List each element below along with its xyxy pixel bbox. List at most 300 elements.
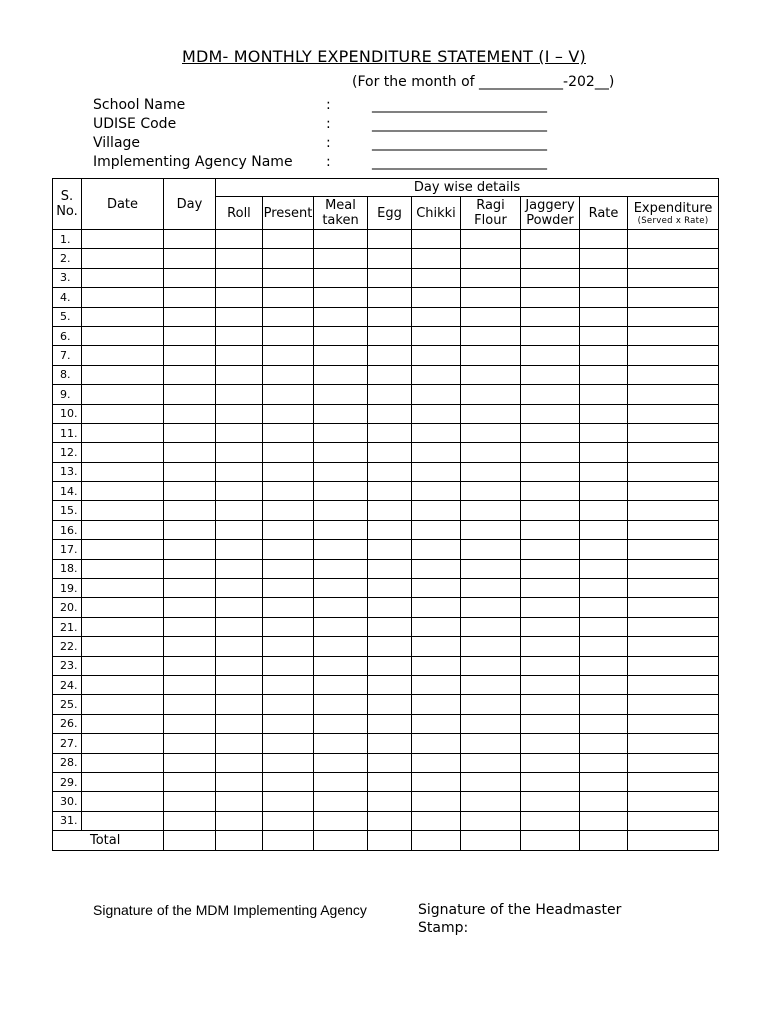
blank-cell [368, 656, 412, 675]
blank-cell [263, 772, 314, 791]
blank-cell [412, 443, 461, 462]
blank-cell [314, 559, 368, 578]
blank-cell [164, 617, 216, 636]
blank-cell [368, 695, 412, 714]
header-present: Present [263, 197, 314, 230]
row-serial-number: 5. [53, 307, 82, 326]
blank-cell [82, 792, 164, 811]
blank-cell [628, 404, 719, 423]
blank-cell [521, 326, 580, 345]
row-serial-number: 7. [53, 346, 82, 365]
blank-cell [580, 462, 628, 481]
blank-cell [263, 695, 314, 714]
blank-cell [461, 346, 521, 365]
row-serial-number: 23. [53, 656, 82, 675]
blank-cell [580, 637, 628, 656]
blank-cell [461, 482, 521, 501]
blank-cell [580, 559, 628, 578]
blank-cell [82, 714, 164, 733]
blank-cell [164, 520, 216, 539]
blank-cell [461, 734, 521, 753]
blank-cell [412, 734, 461, 753]
blank-cell [628, 230, 719, 249]
blank-cell [164, 540, 216, 559]
blank-cell [521, 268, 580, 287]
header-meal-taken [314, 197, 368, 230]
table-row [53, 540, 719, 559]
blank-cell [263, 443, 314, 462]
blank-cell [521, 307, 580, 326]
blank-cell [263, 230, 314, 249]
table-row [53, 559, 719, 578]
header-day: Day [164, 179, 216, 230]
blank-cell [314, 501, 368, 520]
table-row [53, 656, 719, 675]
blank-cell [314, 617, 368, 636]
table-row [53, 617, 719, 636]
blank-cell [628, 501, 719, 520]
table-row [53, 249, 719, 268]
blank-cell [263, 501, 314, 520]
blank-cell [461, 385, 521, 404]
table-row [53, 482, 719, 501]
info-colon: : [326, 153, 331, 170]
row-serial-number: 9. [53, 385, 82, 404]
info-row-udise-code [93, 114, 547, 133]
blank-cell [461, 637, 521, 656]
blank-cell [314, 675, 368, 694]
blank-cell [164, 656, 216, 675]
header-chikki: Chikki [412, 197, 461, 230]
blank-cell [628, 714, 719, 733]
blank-cell [521, 288, 580, 307]
blank-cell [216, 520, 263, 539]
month-line: (For the month of ____________-202__) [352, 74, 615, 90]
blank-cell [263, 792, 314, 811]
blank-cell [412, 695, 461, 714]
blank-cell [580, 501, 628, 520]
blank-cell [580, 249, 628, 268]
blank-cell [263, 346, 314, 365]
blank-cell [164, 249, 216, 268]
total-cell [263, 831, 314, 850]
blank-cell [314, 579, 368, 598]
row-serial-number: 25. [53, 695, 82, 714]
blank-cell [164, 734, 216, 753]
blank-cell [461, 540, 521, 559]
blank-cell [82, 559, 164, 578]
row-serial-number: 12. [53, 443, 82, 462]
blank-cell [164, 753, 216, 772]
blank-cell [263, 423, 314, 442]
blank-cell [82, 230, 164, 249]
info-blank-line: _________________________ [372, 134, 547, 151]
blank-cell [628, 443, 719, 462]
blank-cell [412, 792, 461, 811]
blank-cell [82, 249, 164, 268]
blank-cell [521, 637, 580, 656]
blank-cell [314, 346, 368, 365]
info-label: School Name [93, 96, 186, 113]
blank-cell [628, 462, 719, 481]
blank-cell [164, 501, 216, 520]
blank-cell [368, 462, 412, 481]
blank-cell [368, 404, 412, 423]
blank-cell [216, 656, 263, 675]
table-row [53, 675, 719, 694]
blank-cell [412, 268, 461, 287]
blank-cell [580, 346, 628, 365]
header-day-wise-details: Day wise details [216, 179, 719, 197]
blank-cell [314, 443, 368, 462]
blank-cell [580, 443, 628, 462]
blank-cell [164, 307, 216, 326]
blank-cell [521, 772, 580, 791]
blank-cell [263, 268, 314, 287]
table-row [53, 579, 719, 598]
blank-cell [628, 520, 719, 539]
blank-cell [263, 656, 314, 675]
blank-cell [368, 385, 412, 404]
blank-cell [82, 540, 164, 559]
blank-cell [314, 462, 368, 481]
blank-cell [314, 714, 368, 733]
table-row [53, 811, 719, 830]
blank-cell [314, 326, 368, 345]
blank-cell [164, 579, 216, 598]
blank-cell [263, 617, 314, 636]
blank-cell [216, 346, 263, 365]
blank-cell [368, 598, 412, 617]
blank-cell [263, 404, 314, 423]
table-row [53, 326, 719, 345]
blank-cell [164, 385, 216, 404]
blank-cell [314, 268, 368, 287]
blank-cell [368, 288, 412, 307]
blank-cell [314, 792, 368, 811]
blank-cell [412, 346, 461, 365]
blank-cell [314, 423, 368, 442]
blank-cell [580, 288, 628, 307]
blank-cell [580, 734, 628, 753]
row-serial-number: 2. [53, 249, 82, 268]
blank-cell [164, 326, 216, 345]
blank-cell [314, 637, 368, 656]
blank-cell [368, 772, 412, 791]
blank-cell [412, 811, 461, 830]
blank-cell [628, 753, 719, 772]
blank-cell [628, 268, 719, 287]
blank-cell [521, 423, 580, 442]
info-label: UDISE Code [93, 115, 177, 132]
info-row-implementing-agency [93, 152, 547, 171]
blank-cell [216, 617, 263, 636]
blank-cell [164, 695, 216, 714]
blank-cell [164, 792, 216, 811]
blank-cell [580, 792, 628, 811]
blank-cell [412, 579, 461, 598]
blank-cell [412, 617, 461, 636]
total-row [53, 831, 719, 850]
blank-cell [368, 714, 412, 733]
blank-cell [164, 268, 216, 287]
blank-cell [164, 675, 216, 694]
blank-cell [368, 637, 412, 656]
blank-cell [412, 482, 461, 501]
header-jaggery-line1: Jaggery [525, 198, 575, 213]
row-serial-number: 30. [53, 792, 82, 811]
blank-cell [368, 675, 412, 694]
blank-cell [314, 656, 368, 675]
blank-cell [412, 501, 461, 520]
row-serial-number: 3. [53, 268, 82, 287]
blank-cell [82, 811, 164, 830]
table-row [53, 346, 719, 365]
blank-cell [263, 326, 314, 345]
blank-cell [580, 385, 628, 404]
blank-cell [216, 675, 263, 694]
row-serial-number: 6. [53, 326, 82, 345]
total-cell [368, 831, 412, 850]
blank-cell [263, 714, 314, 733]
total-cell [521, 831, 580, 850]
blank-cell [314, 520, 368, 539]
header-egg: Egg [368, 197, 412, 230]
blank-cell [521, 579, 580, 598]
blank-cell [314, 598, 368, 617]
blank-cell [521, 443, 580, 462]
table-row [53, 734, 719, 753]
blank-cell [521, 404, 580, 423]
blank-cell [82, 772, 164, 791]
info-row-school-name [93, 95, 547, 114]
blank-cell [580, 520, 628, 539]
blank-cell [628, 559, 719, 578]
blank-cell [461, 288, 521, 307]
table-row [53, 772, 719, 791]
blank-cell [314, 540, 368, 559]
blank-cell [580, 753, 628, 772]
blank-cell [461, 423, 521, 442]
blank-cell [521, 365, 580, 384]
blank-cell [82, 695, 164, 714]
blank-cell [368, 579, 412, 598]
blank-cell [368, 559, 412, 578]
blank-cell [368, 326, 412, 345]
blank-cell [461, 714, 521, 733]
blank-cell [368, 540, 412, 559]
blank-cell [164, 462, 216, 481]
info-colon: : [326, 96, 331, 113]
blank-cell [412, 326, 461, 345]
blank-cell [314, 482, 368, 501]
blank-cell [521, 734, 580, 753]
blank-cell [263, 637, 314, 656]
blank-cell [461, 772, 521, 791]
row-serial-number: 16. [53, 520, 82, 539]
info-label: Implementing Agency Name [93, 153, 293, 170]
signature-headmaster: Signature of the Headmaster [418, 902, 622, 918]
blank-cell [368, 307, 412, 326]
total-cell [461, 831, 521, 850]
blank-cell [164, 598, 216, 617]
blank-cell [164, 637, 216, 656]
blank-cell [412, 307, 461, 326]
blank-cell [82, 675, 164, 694]
blank-cell [314, 734, 368, 753]
blank-cell [628, 637, 719, 656]
blank-cell [82, 520, 164, 539]
header-sno-line1: S. [60, 189, 74, 204]
blank-cell [521, 792, 580, 811]
table-row [53, 268, 719, 287]
header-jaggery-line2: Powder [526, 213, 574, 228]
blank-cell [263, 559, 314, 578]
header-meal-line2: taken [322, 213, 359, 228]
blank-cell [628, 811, 719, 830]
blank-cell [314, 753, 368, 772]
row-serial-number: 22. [53, 637, 82, 656]
blank-cell [412, 288, 461, 307]
blank-cell [216, 637, 263, 656]
blank-cell [412, 385, 461, 404]
blank-cell [461, 617, 521, 636]
blank-cell [412, 249, 461, 268]
blank-cell [368, 753, 412, 772]
blank-cell [82, 443, 164, 462]
header-date: Date [82, 179, 164, 230]
table-row [53, 753, 719, 772]
blank-cell [461, 579, 521, 598]
table-row [53, 462, 719, 481]
blank-cell [412, 637, 461, 656]
blank-cell [628, 307, 719, 326]
header-sno [53, 179, 82, 230]
row-serial-number: 18. [53, 559, 82, 578]
blank-cell [368, 443, 412, 462]
blank-cell [368, 792, 412, 811]
blank-cell [628, 482, 719, 501]
header-meal-line1: Meal [325, 198, 356, 213]
info-blank-line: _________________________ [372, 153, 547, 170]
blank-cell [628, 423, 719, 442]
total-cell [314, 831, 368, 850]
blank-cell [164, 811, 216, 830]
blank-cell [628, 598, 719, 617]
table-row [53, 365, 719, 384]
table-row [53, 404, 719, 423]
blank-cell [216, 365, 263, 384]
table-row [53, 230, 719, 249]
blank-cell [368, 423, 412, 442]
blank-cell [314, 365, 368, 384]
blank-cell [314, 307, 368, 326]
blank-cell [461, 811, 521, 830]
info-label: Village [93, 134, 141, 151]
row-serial-number: 20. [53, 598, 82, 617]
header-roll: Roll [216, 197, 263, 230]
blank-cell [461, 656, 521, 675]
blank-cell [461, 365, 521, 384]
blank-cell [412, 540, 461, 559]
blank-cell [216, 404, 263, 423]
blank-cell [216, 462, 263, 481]
blank-cell [368, 365, 412, 384]
blank-cell [461, 598, 521, 617]
blank-cell [263, 753, 314, 772]
blank-cell [412, 714, 461, 733]
blank-cell [580, 540, 628, 559]
row-serial-number: 1. [53, 230, 82, 249]
blank-cell [521, 346, 580, 365]
blank-cell [628, 326, 719, 345]
blank-cell [82, 501, 164, 520]
blank-cell [521, 753, 580, 772]
blank-cell [412, 404, 461, 423]
blank-cell [216, 249, 263, 268]
blank-cell [368, 520, 412, 539]
blank-cell [263, 288, 314, 307]
blank-cell [461, 501, 521, 520]
info-colon: : [326, 115, 331, 132]
total-cell [164, 831, 216, 850]
row-serial-number: 15. [53, 501, 82, 520]
blank-cell [521, 385, 580, 404]
blank-cell [461, 326, 521, 345]
blank-cell [216, 326, 263, 345]
blank-cell [263, 598, 314, 617]
row-serial-number: 28. [53, 753, 82, 772]
blank-cell [216, 811, 263, 830]
blank-cell [412, 423, 461, 442]
blank-cell [82, 365, 164, 384]
blank-cell [164, 423, 216, 442]
blank-cell [628, 675, 719, 694]
blank-cell [164, 288, 216, 307]
blank-cell [461, 675, 521, 694]
header-sno-line2: No. [56, 204, 78, 219]
table-row [53, 288, 719, 307]
blank-cell [368, 346, 412, 365]
header-expenditure-label: Expenditure [633, 200, 713, 216]
signature-agency: Signature of the MDM Implementing Agency [93, 902, 367, 918]
blank-cell [164, 365, 216, 384]
blank-cell [216, 307, 263, 326]
blank-cell [580, 772, 628, 791]
blank-cell [461, 792, 521, 811]
blank-cell [164, 346, 216, 365]
blank-cell [216, 385, 263, 404]
blank-cell [263, 462, 314, 481]
row-serial-number: 4. [53, 288, 82, 307]
blank-cell [412, 365, 461, 384]
blank-cell [82, 288, 164, 307]
blank-cell [368, 482, 412, 501]
blank-cell [461, 249, 521, 268]
blank-cell [82, 734, 164, 753]
info-row-village [93, 133, 547, 152]
blank-cell [314, 695, 368, 714]
blank-cell [314, 288, 368, 307]
blank-cell [412, 462, 461, 481]
blank-cell [580, 230, 628, 249]
blank-cell [368, 268, 412, 287]
blank-cell [628, 617, 719, 636]
total-cell [628, 831, 719, 850]
blank-cell [628, 249, 719, 268]
blank-cell [521, 501, 580, 520]
blank-cell [164, 772, 216, 791]
